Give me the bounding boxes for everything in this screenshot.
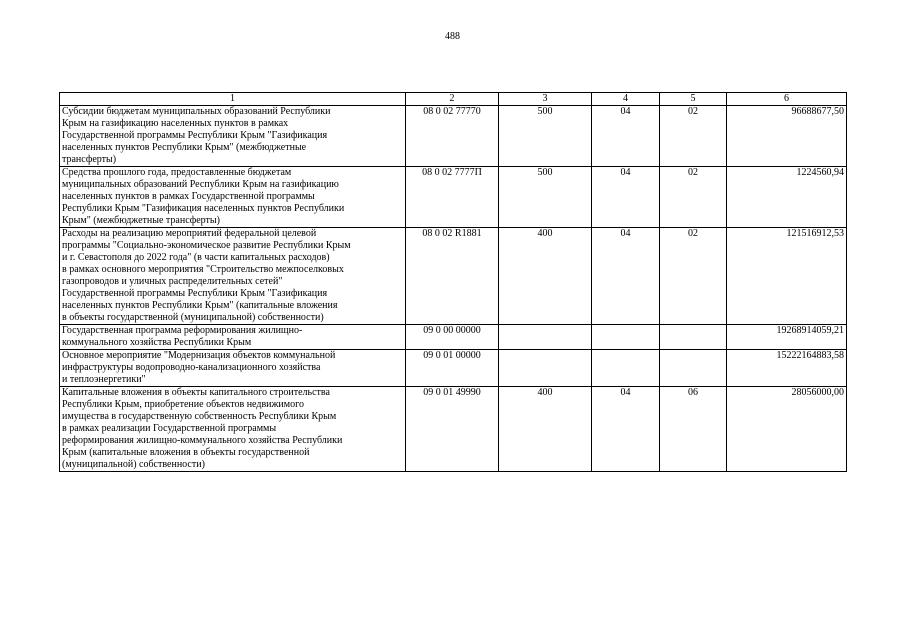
- amount: 28056000,00: [727, 387, 847, 472]
- amount: 15222164883,58: [727, 350, 847, 387]
- row-name: Субсидии бюджетам муниципальных образований Республики Крым на газификацию населенных пунктов в рамках Государственной программы Республики Крым "Газификация населенных пунктов Республики Крым" (межбюджетные трансферты): [60, 106, 406, 167]
- header-row: [60, 93, 847, 106]
- row-name: Капитальные вложения в объекты капитального строительства Республики Крым, приобретение объектов недвижимого имущества в государственную собственность Республики Крым в рамках реализации Государственной программы реформирования жилищно-коммунального хозяйства Республики Крым (капитальные вложения в объекты государственной (муниципальной) собственности): [60, 387, 406, 472]
- expense-type: 400: [499, 228, 592, 325]
- row-name: Средства прошлого года, предоставленные бюджетам муниципальных образований Республики Крым на газификацию населенных пунктов в рамках Государственной программы Республики Крым "Газификация населенных пунктов Республики Крым" (межбюджетные трансферты): [60, 167, 406, 228]
- target-code: 08 0 02 77770: [406, 106, 499, 167]
- section: 04: [592, 387, 660, 472]
- subsection: 02: [660, 167, 727, 228]
- subsection: 02: [660, 228, 727, 325]
- section: [592, 350, 660, 387]
- table-row: [60, 387, 847, 472]
- column-header-5: 5: [660, 93, 727, 106]
- column-header-1: 1: [60, 93, 406, 106]
- table-row: [60, 325, 847, 350]
- table-row: [60, 228, 847, 325]
- target-code: 09 0 00 00000: [406, 325, 499, 350]
- expense-type: 400: [499, 387, 592, 472]
- subsection: [660, 350, 727, 387]
- budget-table: [59, 92, 847, 472]
- target-code: 09 0 01 49990: [406, 387, 499, 472]
- expense-type: [499, 325, 592, 350]
- column-header-2: 2: [406, 93, 499, 106]
- expense-type: 500: [499, 167, 592, 228]
- column-header-3: 3: [499, 93, 592, 106]
- target-code: 08 0 02 R1881: [406, 228, 499, 325]
- expense-type: 500: [499, 106, 592, 167]
- amount: 96688677,50: [727, 106, 847, 167]
- expense-type: [499, 350, 592, 387]
- section: 04: [592, 228, 660, 325]
- section: 04: [592, 106, 660, 167]
- table-row: [60, 167, 847, 228]
- row-name: Расходы на реализацию мероприятий федеральной целевой программы "Социально-экономическое развитие Республики Крым и г. Севастополя до 2022 года" (в части капитальных расходов) в рамках основного мероприятия "Строительство межпоселковых газопроводов и уличных распределительных сетей" Государственной программы Республики Крым "Газификация населенных пунктов Республики Крым" (капитальные вложения в объекты государственной (муниципальной) собственности): [60, 228, 406, 325]
- table-row: [60, 350, 847, 387]
- subsection: [660, 325, 727, 350]
- column-header-6: 6: [727, 93, 847, 106]
- amount: 1224560,94: [727, 167, 847, 228]
- target-code: 09 0 01 00000: [406, 350, 499, 387]
- section: [592, 325, 660, 350]
- page-number: 488: [445, 31, 460, 42]
- subsection: 06: [660, 387, 727, 472]
- row-name: Основное мероприятие "Модернизация объектов коммунальной инфраструктуры водопроводно-канализационного хозяйства и теплоэнергетики": [60, 350, 406, 387]
- section: 04: [592, 167, 660, 228]
- table-body: [60, 106, 847, 472]
- amount: 121516912,53: [727, 228, 847, 325]
- column-header-4: 4: [592, 93, 660, 106]
- table-header: [60, 93, 847, 106]
- amount: 19268914059,21: [727, 325, 847, 350]
- subsection: 02: [660, 106, 727, 167]
- target-code: 08 0 02 7777П: [406, 167, 499, 228]
- table-row: [60, 106, 847, 167]
- row-name: Государственная программа реформирования жилищно- коммунального хозяйства Республики Крым: [60, 325, 406, 350]
